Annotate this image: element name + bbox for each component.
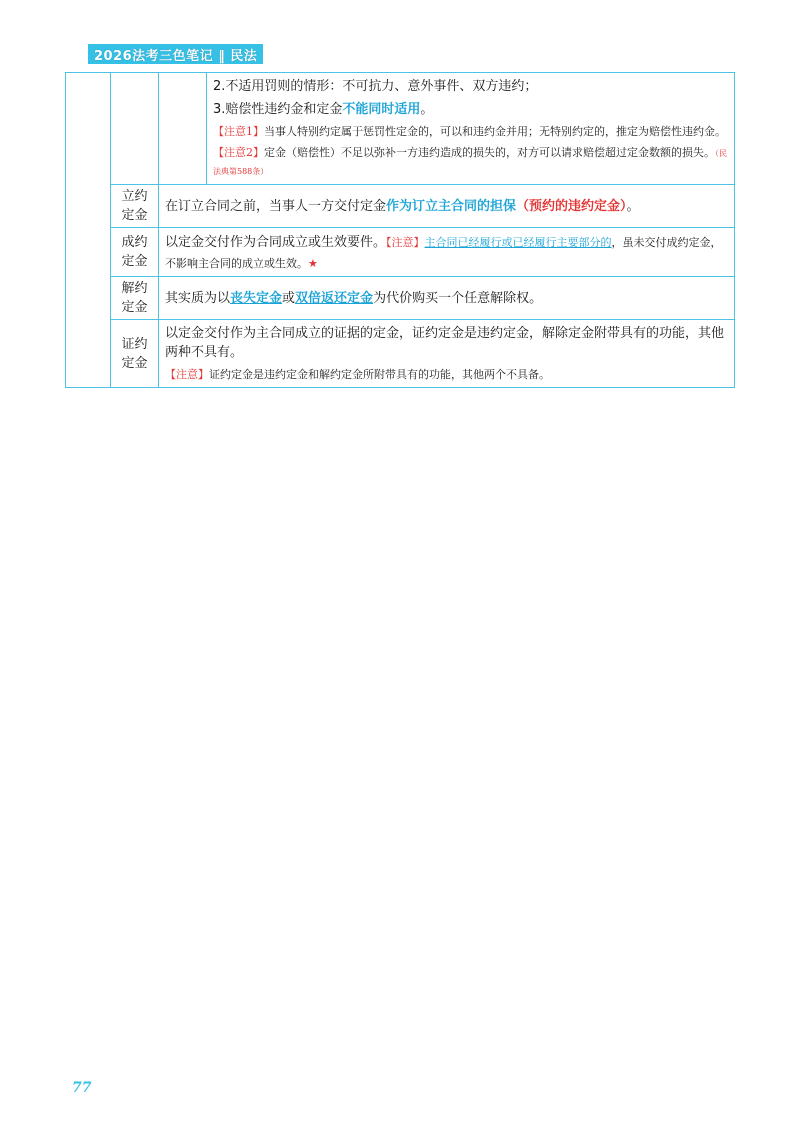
zhengyue-text: 以定金交付作为主合同成立的证据的定金，证约定金是违约定金，解除定金附带具有的功能，其他两种不具有。: [165, 326, 725, 360]
header-title: 2026法考三色笔记 ‖ 民法: [94, 48, 258, 64]
table-row: [66, 277, 735, 320]
page-number: 77: [72, 1080, 92, 1096]
note-2-tag: 【注意2】: [213, 146, 264, 159]
note-1-tag: 【注意1】: [213, 125, 264, 138]
note-2-reference: （民法典第588条）: [213, 149, 727, 176]
content-cell: [207, 73, 735, 185]
header-banner: [88, 44, 263, 64]
liyue-emphasis-red: （预约的违约定金）: [516, 198, 627, 214]
note-2: [207, 142, 734, 182]
sub-category-cell: [111, 73, 159, 185]
note-1: [207, 121, 734, 142]
rule-line-3: 3.赔偿性违约金和定金不能同时适用。: [213, 102, 434, 117]
liyue-emphasis: 作为订立主合同的担保: [386, 198, 517, 214]
term-jieyue: 解约定金: [111, 277, 159, 320]
table-row: [66, 185, 735, 228]
chengyue-note-tag: 【注意】: [386, 236, 425, 249]
table-row: [66, 228, 735, 277]
rule-line-3-emphasis: 不能同时适用: [342, 102, 421, 117]
content-zhengyue: [159, 320, 735, 388]
star-icon: ★: [308, 257, 318, 270]
term-zhengyue: 证约定金: [111, 320, 159, 388]
jieyue-emphasis-2: 双倍返还定金: [295, 290, 374, 306]
content-liyue: 在订立合同之前，当事人一方交付定金作为订立主合同的担保（预约的违约定金）。: [159, 185, 735, 228]
chengyue-note-text: ，虽未交付成约定金，不影响主合同的成立或生效。: [165, 236, 722, 270]
notes-table: [65, 72, 735, 388]
term-liyue: 立约定金: [111, 185, 159, 228]
note-2-text: 定金（赔偿性）不足以弥补一方违约造成的损失的，对方可以请求赔偿超过定金数额的损失。: [264, 146, 715, 159]
zhengyue-note-tag: 【注意】: [165, 368, 209, 381]
note-1-text: 当事人特别约定属于惩罚性定金的，可以和违约金并用；无特别约定的，推定为赔偿性违约金。: [264, 125, 726, 138]
zhengyue-note-text: 证约定金是违约定金和解约定金所附带具有的功能，其他两个不具备。: [209, 368, 550, 381]
outer-category-cell: [66, 73, 111, 388]
content-jieyue: 其实质为以丧失定金或双倍返还定金为代价购买一个任意解除权。: [159, 277, 735, 320]
chengyue-note-emphasis: 主合同已经履行或已经履行主要部分的: [424, 236, 612, 249]
rule-line-2: 2.不适用罚则的情形：不可抗力、意外事件、双方违约；: [213, 79, 538, 94]
table-row: [66, 73, 735, 185]
content-chengyue: 以定金交付作为合同成立或生效要件。【注意】主合同已经履行或已经履行主要部分的，虽未交付成约定金，不影响主合同的成立或生效。★: [159, 228, 735, 277]
term-cell: [159, 73, 207, 185]
zhengyue-note: [159, 364, 734, 385]
table-row: [66, 320, 735, 388]
jieyue-emphasis-1: 丧失定金: [230, 290, 283, 306]
term-chengyue: 成约定金: [111, 228, 159, 277]
